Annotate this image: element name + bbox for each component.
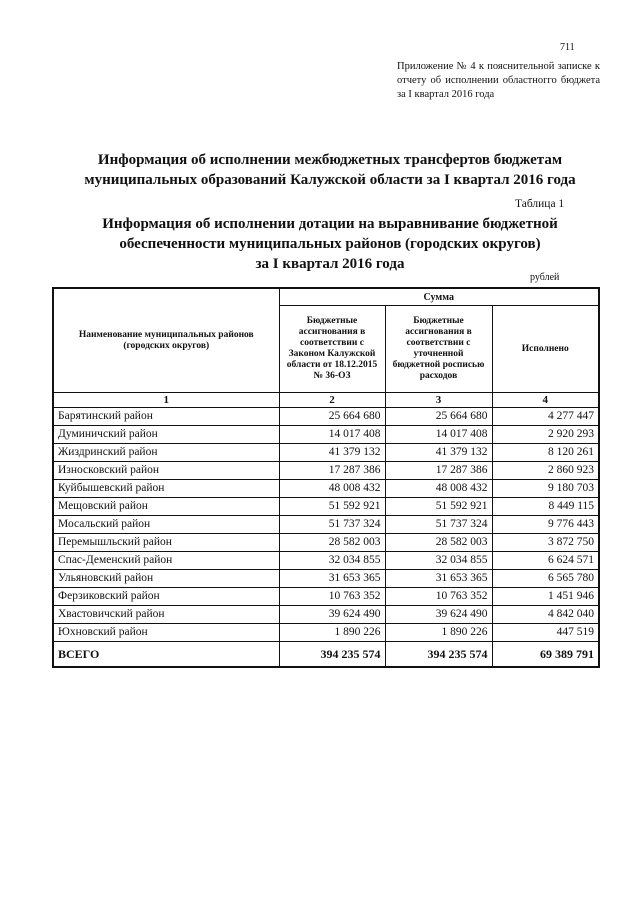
law-amount: 31 653 365 — [279, 570, 385, 588]
roster-amount: 41 379 132 — [385, 444, 492, 462]
executed-amount: 6 565 780 — [492, 570, 599, 588]
main-title-line-2: муниципальных образований Калужской области за I квартал 2016 года — [84, 172, 576, 188]
district-name: Спас-Деменский район — [53, 552, 279, 570]
executed-amount: 2 920 293 — [492, 426, 599, 444]
law-amount: 51 737 324 — [279, 516, 385, 534]
transfers-table — [52, 287, 600, 668]
roster-amount: 28 582 003 — [385, 534, 492, 552]
district-name: Жиздринский район — [53, 444, 279, 462]
law-amount: 39 624 490 — [279, 606, 385, 624]
table-row — [53, 408, 599, 426]
total-executed-amount: 69 389 791 — [492, 642, 599, 668]
district-name: Мещовский район — [53, 498, 279, 516]
law-amount: 32 034 855 — [279, 552, 385, 570]
table-row — [53, 516, 599, 534]
header-roster-allocations: Бюджетные ассигнования в соответствии с уточненной бюджетной росписью расходов — [385, 306, 492, 393]
appendix-note: Приложение № 4 к пояснительной записке к отчету об исполнении областногго бюджета за I квартал 2016 года — [397, 61, 600, 100]
table-row — [53, 426, 599, 444]
table-row — [53, 570, 599, 588]
table-title-line-2: обеспеченности муниципальных районов (городских округов) — [119, 236, 541, 252]
executed-amount: 3 872 750 — [492, 534, 599, 552]
executed-amount: 4 277 447 — [492, 408, 599, 426]
executed-amount: 8 120 261 — [492, 444, 599, 462]
district-name: Износковский район — [53, 462, 279, 480]
column-number: 2 — [279, 393, 385, 408]
district-name: Хвастовичский район — [53, 606, 279, 624]
table-title-line-3: за I квартал 2016 года — [255, 256, 405, 272]
district-name: Барятинский район — [53, 408, 279, 426]
law-amount: 51 592 921 — [279, 498, 385, 516]
district-name: Куйбышевский район — [53, 480, 279, 498]
executed-amount: 9 180 703 — [492, 480, 599, 498]
table-title — [40, 214, 620, 274]
table-row — [53, 624, 599, 642]
executed-amount: 9 776 443 — [492, 516, 599, 534]
total-law-amount: 394 235 574 — [279, 642, 385, 668]
executed-amount: 4 842 040 — [492, 606, 599, 624]
law-amount: 28 582 003 — [279, 534, 385, 552]
roster-amount: 51 737 324 — [385, 516, 492, 534]
total-row — [53, 642, 599, 668]
executed-amount: 8 449 115 — [492, 498, 599, 516]
total-label: ВСЕГО — [53, 642, 279, 668]
roster-amount: 32 034 855 — [385, 552, 492, 570]
roster-amount: 17 287 386 — [385, 462, 492, 480]
district-name: Ульяновский район — [53, 570, 279, 588]
header-sum: Сумма — [279, 288, 599, 306]
executed-amount: 1 451 946 — [492, 588, 599, 606]
roster-amount: 48 008 432 — [385, 480, 492, 498]
roster-amount: 10 763 352 — [385, 588, 492, 606]
roster-amount: 31 653 365 — [385, 570, 492, 588]
law-amount: 10 763 352 — [279, 588, 385, 606]
law-amount: 48 008 432 — [279, 480, 385, 498]
law-amount: 17 287 386 — [279, 462, 385, 480]
executed-amount: 447 519 — [492, 624, 599, 642]
roster-amount: 39 624 490 — [385, 606, 492, 624]
table-label: Таблица 1 — [515, 198, 565, 210]
law-amount: 41 379 132 — [279, 444, 385, 462]
district-name: Перемышльский район — [53, 534, 279, 552]
column-number: 1 — [53, 393, 279, 408]
page-number: 711 — [560, 42, 575, 53]
district-name: Думиничский район — [53, 426, 279, 444]
main-title — [40, 150, 620, 190]
table-row — [53, 480, 599, 498]
total-roster-amount: 394 235 574 — [385, 642, 492, 668]
column-number: 3 — [385, 393, 492, 408]
unit-label: рублей — [530, 272, 560, 283]
main-title-line-1: Информация об исполнении межбюджетных трансфертов бюджетам — [97, 152, 563, 168]
roster-amount: 51 592 921 — [385, 498, 492, 516]
table-row — [53, 588, 599, 606]
roster-amount: 1 890 226 — [385, 624, 492, 642]
header-executed: Исполнено — [492, 306, 599, 393]
table-row — [53, 606, 599, 624]
column-number: 4 — [492, 393, 599, 408]
district-name: Ферзиковский район — [53, 588, 279, 606]
roster-amount: 25 664 680 — [385, 408, 492, 426]
table-row — [53, 462, 599, 480]
law-amount: 1 890 226 — [279, 624, 385, 642]
district-name: Мосальский район — [53, 516, 279, 534]
executed-amount: 2 860 923 — [492, 462, 599, 480]
executed-amount: 6 624 571 — [492, 552, 599, 570]
header-name-column: Наименование муниципальных районов (городских округов) — [53, 288, 279, 393]
table-row — [53, 498, 599, 516]
roster-amount: 14 017 408 — [385, 426, 492, 444]
table-row — [53, 534, 599, 552]
law-amount: 25 664 680 — [279, 408, 385, 426]
table-title-line-1: Информация об исполнении дотации на выравнивание бюджетной — [102, 216, 558, 232]
header-law-allocations: Бюджетные ассигнования в соответствии с Законом Калужской области от 18.12.2015 № 36-ОЗ — [279, 306, 385, 393]
law-amount: 14 017 408 — [279, 426, 385, 444]
table-row — [53, 552, 599, 570]
table-row — [53, 444, 599, 462]
district-name: Юхновский район — [53, 624, 279, 642]
